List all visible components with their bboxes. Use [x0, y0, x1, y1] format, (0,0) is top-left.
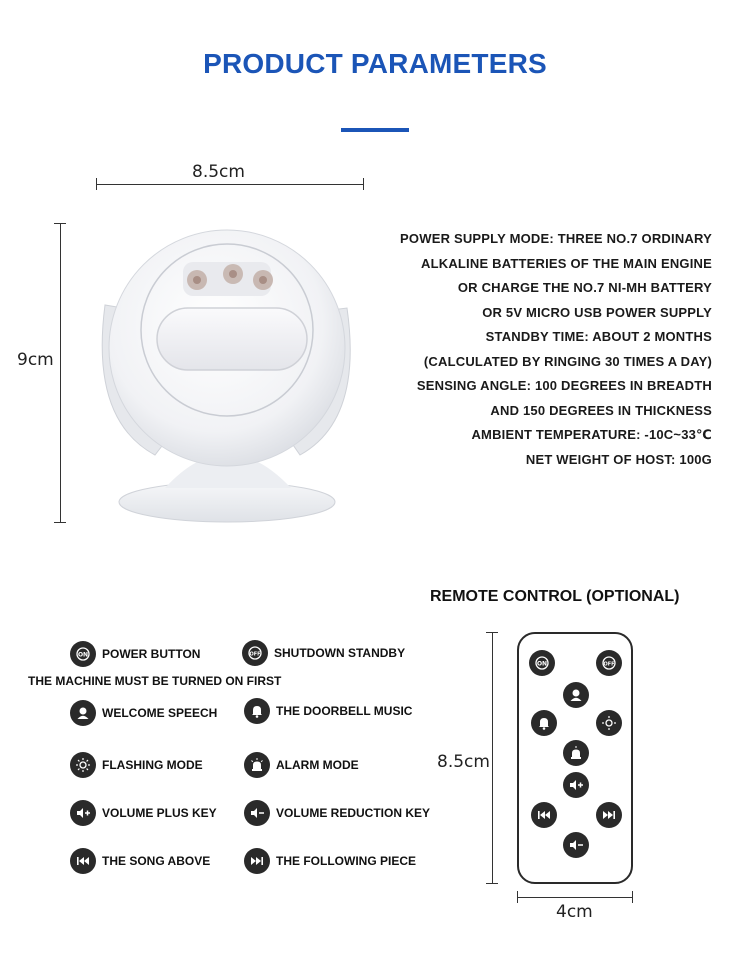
volume-down-icon [244, 800, 270, 826]
legend-label: SHUTDOWN STANDBY [274, 646, 406, 660]
remote-height-line [492, 632, 493, 884]
device-width-tick-right [363, 178, 364, 190]
device-width-tick-left [96, 178, 97, 190]
alarm-siren-icon [244, 752, 270, 778]
previous-track-icon [536, 807, 552, 823]
remote-on-button[interactable] [529, 650, 555, 676]
spec-line: ALKALINE BATTERIES OF THE MAIN ENGINE [421, 255, 712, 271]
remote-flash-button[interactable] [596, 710, 622, 736]
light-bulb-icon [70, 752, 96, 778]
svg-text:ON: ON [77, 651, 89, 659]
svg-text:OFF: OFF [249, 651, 261, 658]
remote-control-title: REMOTE CONTROL (OPTIONAL) [430, 588, 680, 605]
legend-welcome-speech [70, 700, 217, 726]
legend-label: THE SONG ABOVE [102, 854, 211, 868]
remote-height-tick-bottom [486, 883, 498, 884]
power-on-icon [70, 641, 96, 667]
specs-list [360, 227, 712, 472]
legend-label: THE FOLLOWING PIECE [276, 854, 416, 868]
legend-label: THE DOORBELL MUSIC [276, 704, 413, 718]
power-on-note: THE MACHINE MUST BE TURNED ON FIRST [28, 674, 282, 688]
page-title: PRODUCT PARAMETERS [203, 48, 547, 79]
legend-volume-plus [70, 800, 217, 826]
remote-width-line [517, 897, 633, 898]
legend-power-button [70, 641, 200, 667]
spec-line: AMBIENT TEMPERATURE: -10C~33℃ [471, 427, 712, 442]
legend-label: VOLUME PLUS KEY [102, 806, 217, 820]
volume-up-icon [568, 777, 584, 793]
device-height-line [60, 223, 61, 523]
volume-up-icon [70, 800, 96, 826]
light-bulb-icon [601, 715, 617, 731]
power-off-icon [242, 640, 268, 666]
spec-line: NET WEIGHT OF HOST: 100G [525, 451, 712, 467]
remote-height-tick-top [486, 632, 498, 633]
device-width-line [96, 184, 364, 185]
svg-text:OFF: OFF [603, 661, 615, 668]
remote-control-image [517, 632, 633, 884]
remote-previous-button[interactable] [531, 802, 557, 828]
spec-line: SENSING ANGLE: 100 DEGREES IN BREADTH [416, 378, 712, 393]
spec-line: STANDBY TIME: ABOUT 2 MONTHS [485, 329, 712, 344]
remote-height-label: 8.5cm [437, 752, 490, 772]
device-height-tick-top [54, 223, 66, 224]
legend-label: ALARM MODE [276, 758, 359, 772]
spec-line: (CALCULATED BY RINGING 30 TIMES A DAY) [423, 353, 712, 369]
svg-text:ON: ON [536, 660, 548, 668]
bell-icon [244, 698, 270, 724]
motion-sensor-device-image [95, 220, 365, 525]
person-icon [568, 687, 584, 703]
remote-alarm-button[interactable] [563, 740, 589, 766]
remote-volume-up-button[interactable] [563, 772, 589, 798]
remote-doorbell-button[interactable] [531, 710, 557, 736]
legend-label: VOLUME REDUCTION KEY [276, 806, 431, 820]
legend-flashing-mode [70, 752, 203, 778]
previous-track-icon [70, 848, 96, 874]
legend-song-above [70, 848, 210, 874]
legend-following-piece [244, 848, 416, 874]
spec-line: POWER SUPPLY MODE: THREE NO.7 ORDINARY [400, 231, 712, 246]
device-height-label: 9cm [17, 350, 54, 370]
legend-label: POWER BUTTON [102, 647, 201, 661]
next-track-icon [244, 848, 270, 874]
spec-line: AND 150 DEGREES IN THICKNESS [490, 402, 712, 418]
legend-label: WELCOME SPEECH [102, 706, 218, 720]
power-on-icon [534, 655, 550, 671]
legend-doorbell-music [244, 698, 412, 724]
alarm-siren-icon [568, 745, 584, 761]
legend-volume-reduction [244, 800, 430, 826]
title-underline [341, 128, 409, 132]
power-off-icon [601, 655, 617, 671]
spec-line: OR 5V MICRO USB POWER SUPPLY [482, 304, 712, 320]
legend-label: FLASHING MODE [102, 758, 203, 772]
remote-off-button[interactable] [596, 650, 622, 676]
remote-width-tick-right [632, 891, 633, 903]
remote-volume-down-button[interactable] [563, 832, 589, 858]
remote-width-label: 4cm [556, 902, 593, 922]
next-track-icon [601, 807, 617, 823]
legend-alarm-mode [244, 752, 359, 778]
device-height-tick-bottom [54, 522, 66, 523]
spec-line: OR CHARGE THE NO.7 NI-MH BATTERY [457, 280, 712, 295]
volume-down-icon [568, 837, 584, 853]
bell-icon [536, 715, 552, 731]
remote-width-tick-left [517, 891, 518, 903]
person-icon [70, 700, 96, 726]
remote-welcome-button[interactable] [563, 682, 589, 708]
legend-shutdown-standby [242, 640, 405, 666]
device-width-label: 8.5cm [192, 162, 245, 182]
remote-next-button[interactable] [596, 802, 622, 828]
